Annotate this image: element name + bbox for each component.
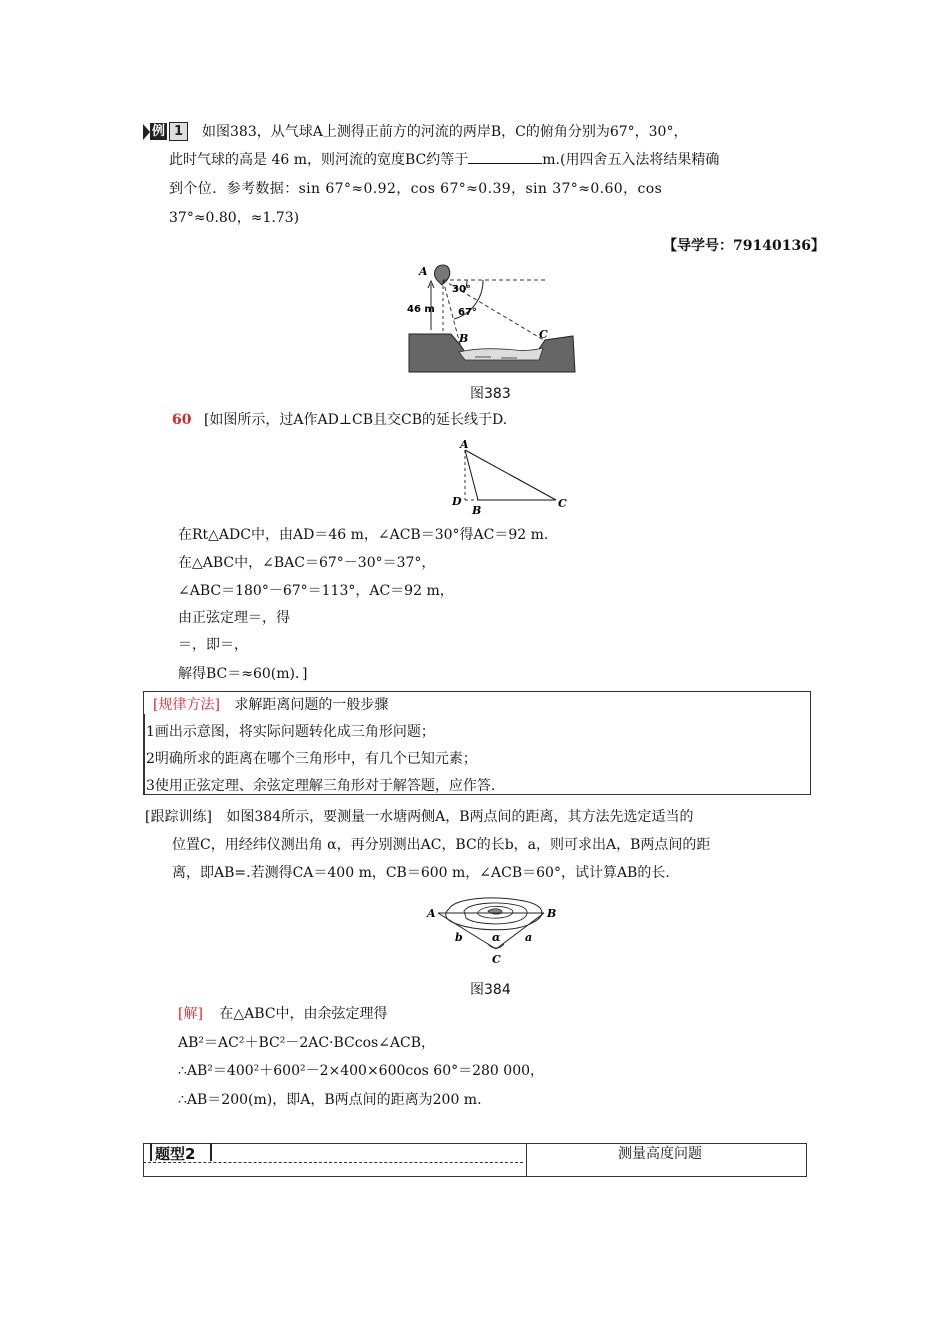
fig383-angle-67: 67° <box>458 307 477 318</box>
tri-label-c: C <box>558 497 567 510</box>
training-line-3: 离，即AB=.若测得CA＝400 m，CB＝600 m，∠ACB＝60°，试计算AB的长. <box>172 865 670 881</box>
balloon-icon <box>435 265 450 285</box>
solution-2-eq-3: ∴AB＝200(m)，即A，B两点间的距离为200 m. <box>178 1092 482 1108</box>
fig384-label-b: B <box>547 907 557 920</box>
method-step-3: 3使用正弦定理、余弦定理解三角形对于解答题，应作答. <box>146 778 496 794</box>
tri-label-d: D <box>452 495 462 508</box>
training-text-1: 如图384所示，要测量一水塘两侧A，B两点间的距离，其方法先选定适当的 <box>226 809 694 825</box>
method-title: 求解距离问题的一般步骤 <box>234 697 389 713</box>
fig384-label-a: A <box>427 907 436 920</box>
solution-2-eq-1: AB²＝AC²＋BC²－2AC·BCcos∠ACB， <box>178 1035 436 1051</box>
fig384-label-side-a: a <box>525 931 533 944</box>
section-header-box <box>143 1143 807 1177</box>
training-line-1 <box>145 803 694 831</box>
training-tag: [跟踪训练] <box>145 809 212 825</box>
badge-arrow-icon <box>143 124 150 140</box>
example-line-2 <box>169 146 719 174</box>
solution-1-step-5: ＝，即＝， <box>178 637 248 653</box>
solution-2-eq-2: ∴AB²＝400²＋600²－2×400×600cos 60°＝280 000， <box>178 1063 545 1079</box>
fig383-label-c: C <box>539 328 548 341</box>
solution-1-step-3: ∠ABC＝180°－67°＝113°，AC＝92 m， <box>178 583 454 599</box>
answer-blank <box>468 149 542 164</box>
solution-1-intro-text: [如图所示，过A作AD⊥CB且交CB的延长线于D. <box>203 412 508 428</box>
fig383-angle-30: 30° <box>452 284 471 295</box>
section-title: 测量高度问题 <box>618 1146 702 1162</box>
fig384-label-c: C <box>492 953 501 965</box>
solution-2-tag: [解] <box>178 1006 203 1022</box>
solution-2-intro <box>178 1000 388 1028</box>
method-step-2: 2明确所求的距离在哪个三角形中，有几个已知元素； <box>146 751 477 767</box>
solution-1-step-6: 解得BC＝≈60(m)．] <box>178 666 308 682</box>
fig384-label-alpha: α <box>492 931 501 944</box>
example-line-4: 37°≈0.80，≈1.73) <box>169 210 300 226</box>
method-tag: [规律方法] <box>153 697 220 713</box>
solution-1-step-2: 在△ABC中，∠BAC＝67°－30°＝37°， <box>178 555 436 571</box>
example-line-2a: 此时气球的高是 46 m，则河流的宽度BC约等于 <box>169 152 469 168</box>
method-header <box>153 691 388 719</box>
solution-2-intro-text: 在△ABC中，由余弦定理得 <box>219 1006 388 1022</box>
example-word: 例 <box>152 124 166 139</box>
example-number: 1 <box>169 122 188 141</box>
tri-label-b: B <box>472 504 482 517</box>
answer-value: 60 <box>172 412 192 428</box>
figure-384-caption: 图384 <box>470 982 511 998</box>
method-step-1: 1画出示意图，将实际问题转化成三角形问题； <box>146 724 435 740</box>
example-line-3: 到个位．参考数据：sin 67°≈0.92，cos 67°≈0.39，sin 37°≈0.60，cos <box>169 181 663 197</box>
section-label: 题型2 <box>155 1145 196 1163</box>
figure-384-pond <box>424 893 559 965</box>
training-line-2: 位置C，用经纬仪测出角 α，再分别测出AC，BC的长b，a，则可求出A，B两点间的距 <box>172 837 711 853</box>
example-badge <box>143 123 188 140</box>
figure-383-balloon-river <box>405 262 580 374</box>
solution-1-step-4: 由正弦定理＝，得 <box>178 610 290 626</box>
fig383-height: 46 m <box>407 304 435 315</box>
figure-383-caption: 图383 <box>470 386 511 402</box>
example-line-1: 如图383，从气球A上测得正前方的河流的两岸B，C的俯角分别为67°，30°， <box>202 124 688 140</box>
fig383-label-b: B <box>459 332 469 345</box>
fig384-label-side-b: b <box>455 931 463 944</box>
example-line-2b: m.(用四舍五入法将结果精确 <box>542 152 720 168</box>
solution-1-step-1: 在Rt△ADC中，由AD＝46 m，∠ACB＝30°得AC＝92 m. <box>178 527 549 543</box>
guide-number: 【导学号：79140136】 <box>663 238 825 254</box>
tri-label-a: A <box>460 438 469 451</box>
fig383-label-a: A <box>419 265 428 278</box>
solution-1-intro <box>172 406 507 434</box>
figure-triangle-adc <box>448 438 573 518</box>
